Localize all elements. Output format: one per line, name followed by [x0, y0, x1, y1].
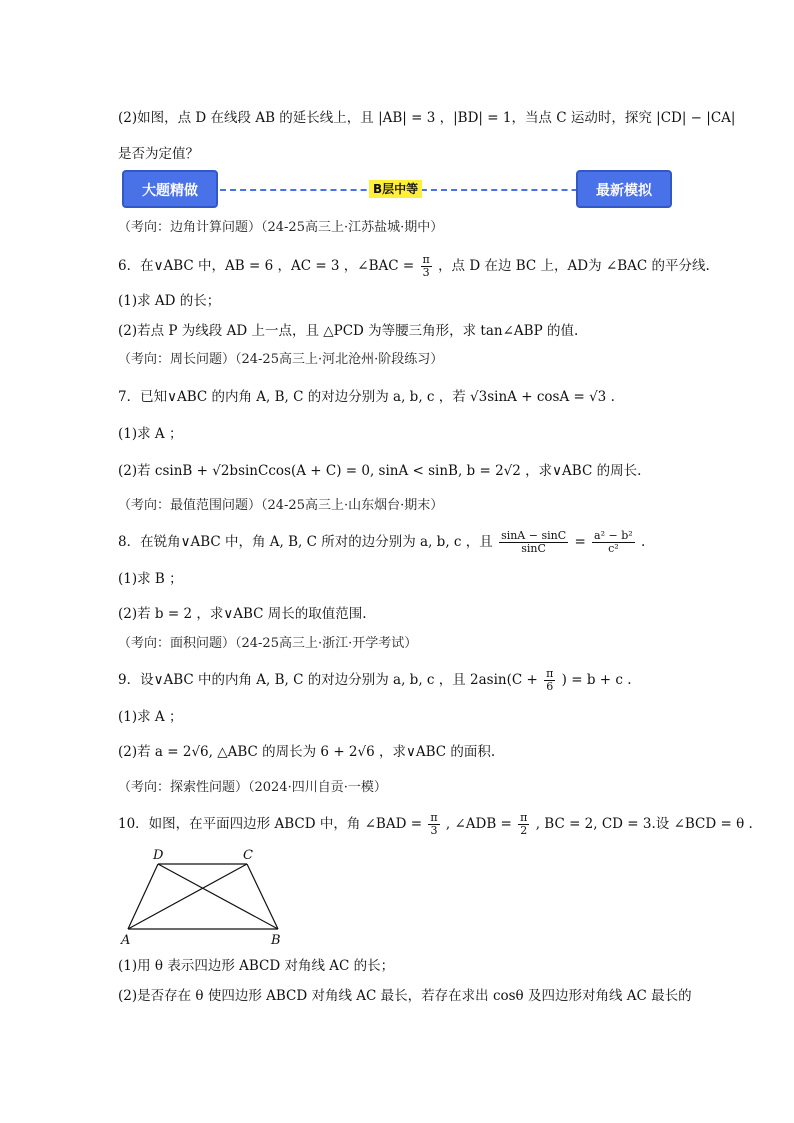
q8-part2: (2)若 b = 2 ，求∨ABC 周长的取值范围.: [118, 606, 367, 622]
fraction-numerator: sinA − sinC: [501, 529, 567, 542]
q10-text-mid: , ∠ADB =: [445, 816, 512, 832]
section-banner: [122, 170, 674, 210]
edge-cb: [247, 864, 278, 929]
equals-sign: =: [574, 534, 586, 550]
fraction-denominator: c²: [608, 542, 619, 555]
q10-part1: (1)用 θ 表示四边形 ABCD 对角线 AC 的长；: [118, 958, 395, 974]
fraction-numerator: π: [422, 253, 430, 266]
q9-statement: [118, 668, 683, 693]
fraction-denominator: 2: [520, 824, 528, 837]
q7-statement: 7．已知∨ABC 的内角 A, B, C 的对边分别为 a, b, c ，若 √3sinA + cosA = √3 .: [118, 389, 615, 405]
fraction-numerator: π: [520, 811, 528, 824]
vertex-label-a: A: [121, 933, 131, 947]
q7-part1: (1)求 A ；: [118, 426, 183, 442]
q6-text-pre: 6．在∨ABC 中，AB = 6 ，AC = 3 ，∠BAC =: [118, 258, 415, 274]
q6-text-post: ，点 D 在边 BC 上，AD为 ∠BAC 的平分线.: [438, 258, 710, 274]
fraction-denominator: 3: [430, 824, 438, 837]
vertex-label-b: B: [271, 933, 281, 947]
q6-part1: (1)求 AD 的长；: [118, 293, 221, 309]
q5-part2-line1: (2)如图，点 D 在线段 AB 的延长线上，且 |AB| = 3 ，|BD| = 1，当点 C 运动时，探究 |CD| − |CA|: [118, 110, 736, 126]
diagonal-db: [158, 864, 278, 929]
vertex-label-d: D: [153, 848, 164, 863]
q10-part2: (2)是否存在 θ 使四边形 ABCD 对角线 AC 最长，若存在求出 cosθ 及四边形对角线 AC 最长的: [118, 988, 692, 1004]
q9-source: （考向：面积问题）（24-25高三上·浙江·开学考试）: [118, 636, 418, 651]
fraction-numerator: π: [430, 811, 438, 824]
q9-text-pre: 9．设∨ABC 中的内角 A, B, C 的对边分别为 a, b, c ，且 2asin(C +: [118, 672, 538, 688]
q10-fraction-b: [518, 812, 529, 837]
q8-text-post: .: [640, 534, 646, 550]
fraction-numerator: π: [546, 667, 554, 680]
q8-source: （考向：最值范围问题）（24-25高三上·山东烟台·期末）: [118, 498, 444, 513]
q6-source: （考向：边角计算问题）（24-25高三上·江苏盐城·期中）: [118, 220, 444, 235]
banner-left-pill: 大题精做: [122, 170, 218, 208]
edge-ad: [128, 864, 158, 929]
quadrilateral-figure: [118, 847, 293, 947]
q8-statement: [118, 530, 683, 555]
fraction-numerator: a² − b²: [594, 529, 633, 542]
q8-part1: (1)求 B ；: [118, 571, 183, 587]
q6-fraction: [421, 254, 432, 279]
diagonal-ac: [128, 864, 247, 929]
banner-right-pill: 最新模拟: [576, 170, 672, 208]
fraction-denominator: 6: [546, 680, 554, 693]
q10-statement: [118, 811, 753, 837]
banner-level-tag: B层中等: [369, 180, 422, 198]
vertex-label-c: C: [243, 848, 253, 863]
fraction-denominator: 3: [422, 266, 430, 279]
q9-fraction: [544, 668, 555, 693]
q7-source: （考向：周长问题）（24-25高三上·河北沧州·阶段练习）: [118, 352, 444, 367]
q6-part2: (2)若点 P 为线段 AD 上一点，且 △PCD 为等腰三角形，求 tan∠ABP 的值.: [118, 323, 579, 339]
q10-source: （考向：探索性问题）（2024·四川自贡·一模）: [118, 780, 387, 795]
q9-part1: (1)求 A ；: [118, 709, 183, 725]
q8-text-pre: 8．在锐角∨ABC 中，角 A, B, C 所对的边分别为 a, b, c ，且: [118, 534, 493, 550]
q9-part2: (2)若 a = 2√6, △ABC 的周长为 6 + 2√6 ，求∨ABC 的面积.: [118, 744, 496, 760]
q6-statement: [118, 253, 710, 279]
q5-part2-line2: 是否为定值？: [118, 146, 199, 162]
fraction-denominator: sinC: [521, 542, 546, 555]
q8-fraction-left: [499, 530, 568, 555]
q10-fraction-a: [428, 812, 439, 837]
q7-part2: (2)若 csinB + √2bsinCcos(A + C) = 0, sinA < sinB, b = 2√2 ，求∨ABC 的周长.: [118, 463, 642, 479]
q10-text-pre: 10．如图，在平面四边形 ABCD 中，角 ∠BAD =: [118, 816, 423, 832]
q8-fraction-right: [592, 530, 635, 555]
q9-text-post: ) = b + c .: [561, 672, 632, 688]
q10-text-post: , BC = 2, CD = 3.设 ∠BCD = θ .: [535, 816, 753, 832]
